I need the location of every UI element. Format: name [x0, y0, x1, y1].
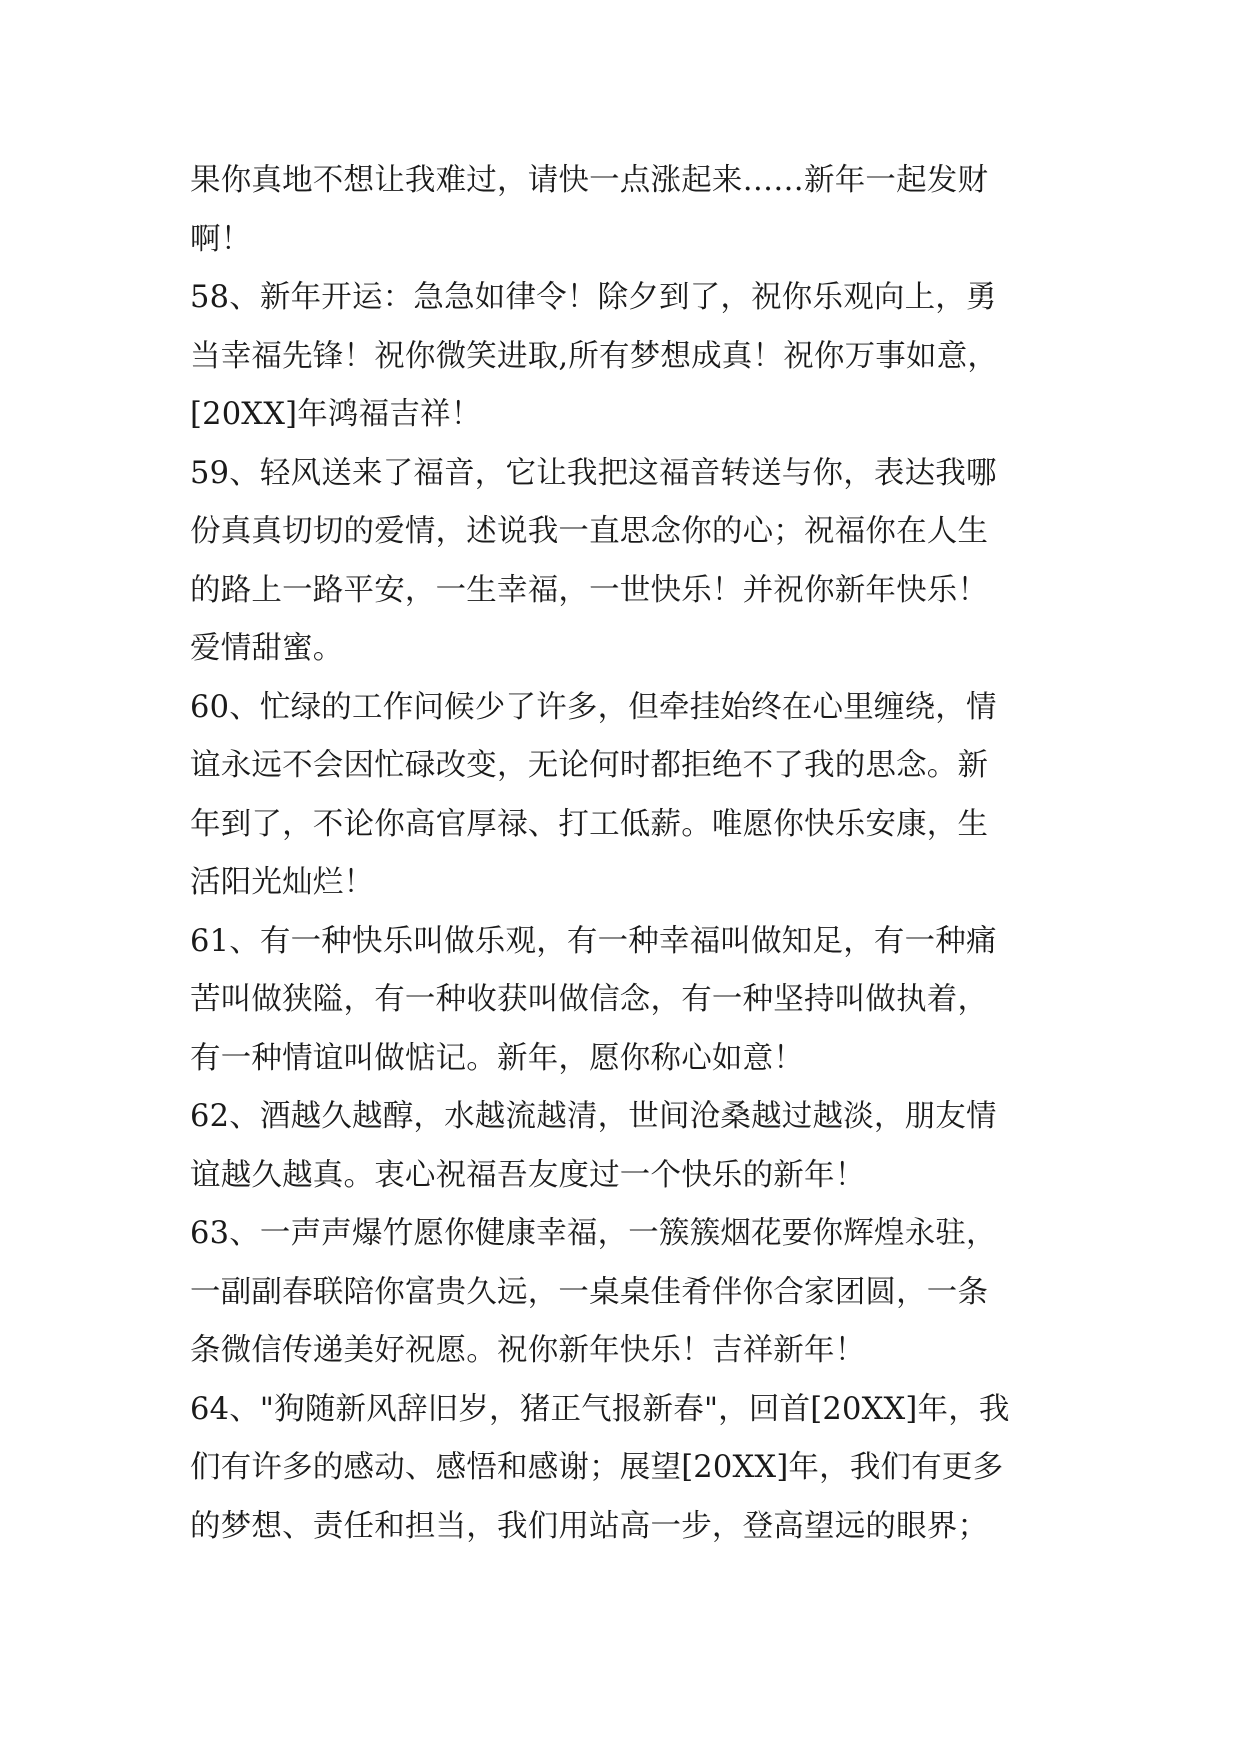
text-line: 年到了，不论你高官厚禄、打工低薪。唯愿你快乐安康，生 [190, 806, 989, 842]
text-line: 条微信传递美好祝愿。祝你新年快乐！吉祥新年！ [190, 1333, 866, 1368]
text-line: 60、忙绿的工作问候少了许多，但牵挂始终在心里缠绕，情 [190, 689, 997, 725]
text-line: 64、"狗随新风辞旧岁，猪正气报新春"，回首[20XX]年，我 [190, 1391, 1010, 1427]
text-line: 59、轻风送来了福音，它让我把这福音转送与你，表达我哪 [190, 455, 997, 491]
text-line: 当幸福先锋！祝你微笑进取,所有梦想成真！祝你万事如意， [190, 338, 999, 374]
text-line: [20XX]年鸿福吉祥！ [190, 397, 482, 432]
text-line: 一副副春联陪你富贵久远，一桌桌佳肴伴你合家团圆，一条 [190, 1274, 989, 1310]
text-line: 啊！ [190, 221, 252, 257]
text-line: 们有许多的感动、感悟和感谢；展望[20XX]年，我们有更多 [190, 1450, 1004, 1485]
text-line: 63、一声声爆竹愿你健康幸福，一簇簇烟花要你辉煌永驻， [190, 1216, 997, 1251]
text-line: 的梦想、责任和担当，我们用站高一步，登高望远的眼界； [190, 1508, 989, 1544]
text-line: 份真真切切的爱情，述说我一直思念你的心；祝福你在人生 [190, 514, 989, 549]
text-line: 爱情甜蜜。 [190, 631, 344, 666]
text-line: 61、有一种快乐叫做乐观，有一种幸福叫做知足，有一种痛 [190, 923, 997, 959]
text-line: 有一种情谊叫做惦记。新年，愿你称心如意！ [190, 1040, 804, 1076]
text-line: 果你真地不想让我难过，请快一点涨起来……新年一起发财 [190, 163, 989, 198]
text-line: 谊永远不会因忙碌改变，无论何时都拒绝不了我的思念。新 [190, 748, 989, 783]
body-text [190, 152, 1070, 1556]
text-line: 苦叫做狭隘，有一种收获叫做信念，有一种坚持叫做执着， [190, 982, 989, 1017]
text-line: 活阳光灿烂！ [190, 865, 375, 900]
text-line: 谊越久越真。衷心祝福吾友度过一个快乐的新年！ [190, 1157, 866, 1193]
text-line: 62、酒越久越醇，水越流越清，世间沧桑越过越淡，朋友情 [190, 1099, 997, 1134]
text-line: 的路上一路平安，一生幸福，一世快乐！并祝你新年快乐！ [190, 572, 989, 608]
text-line: 58、新年开运：急急如律令！除夕到了，祝你乐观向上，勇 [190, 280, 997, 315]
